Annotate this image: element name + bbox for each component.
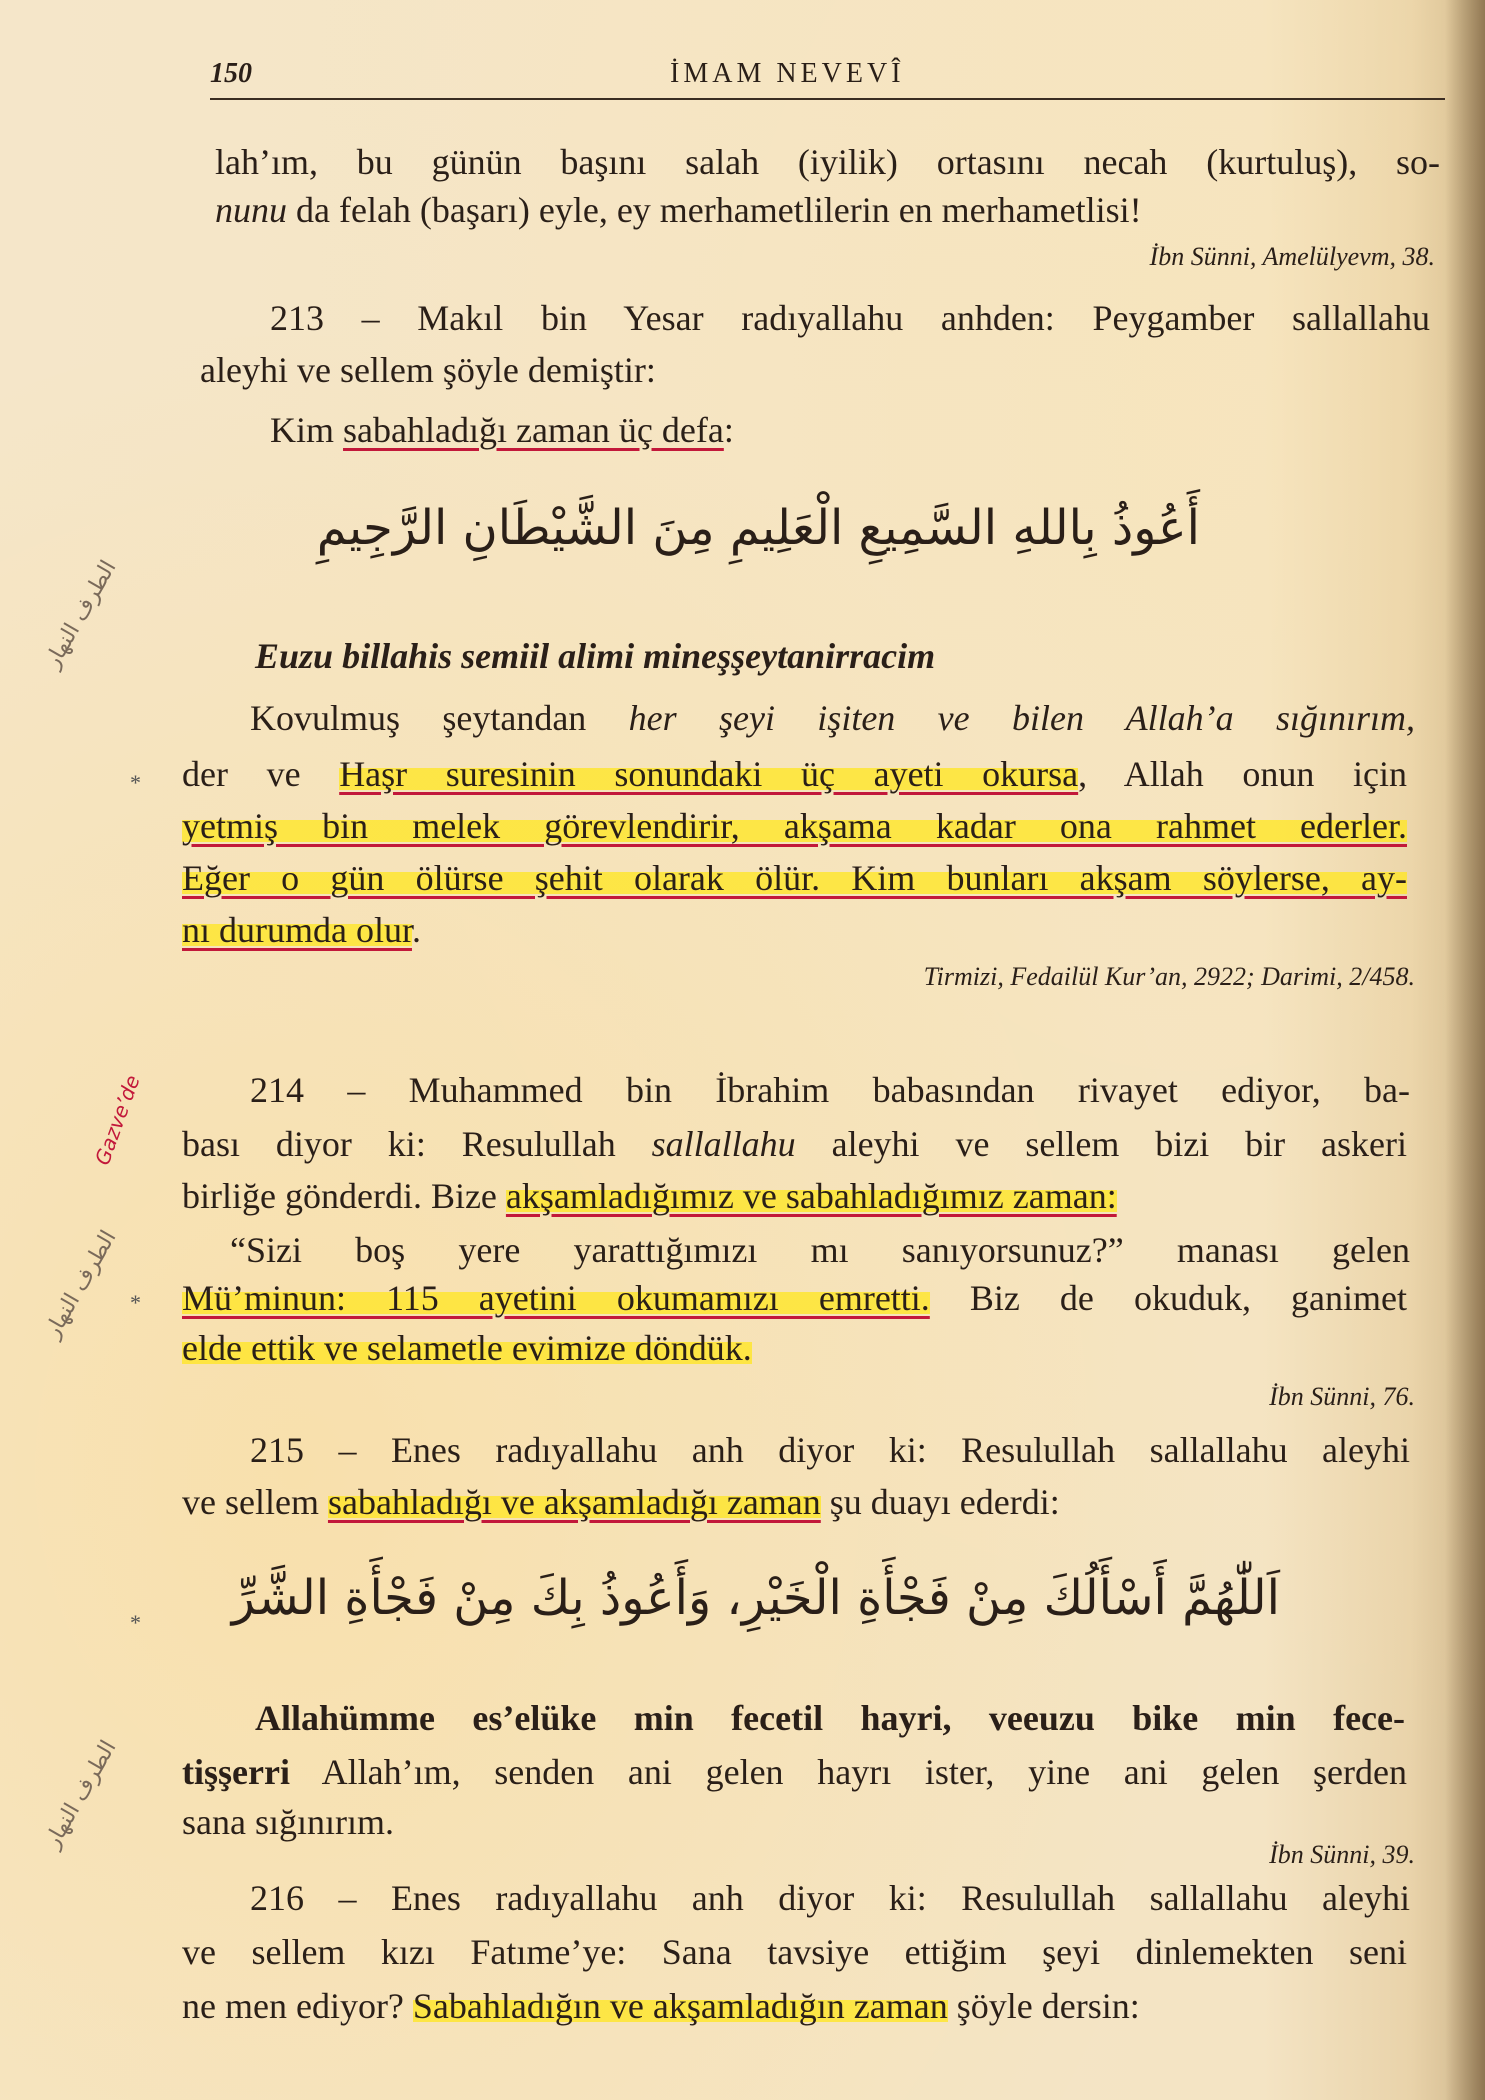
text-line: bası diyor ki: Resulullah sallallahu aleyhi ve sellem bizi bir askeri — [182, 1124, 1407, 1164]
text-line: lah’ım, bu günün başını salah (iyilik) ortasını necah (kurtuluş), so- — [215, 142, 1440, 182]
text-line: elde ettik ve selametle evimize döndük. — [182, 1328, 752, 1368]
transliteration: Euzu billahis semiil alimi mineşşeytanirracim — [255, 636, 936, 676]
text-line: “Sizi boş yere yarattığımızı mı sanıyorsunuz?” manası gelen — [230, 1230, 1410, 1270]
margin-handwriting: الطرف النهار — [40, 1226, 122, 1343]
text-line: birliğe gönderdi. Bize akşamladığımız ve sabahladığımız zaman: — [182, 1176, 1117, 1216]
text-line: Kim sabahladığı zaman üç defa: — [270, 410, 734, 450]
hadith-215-line: 215 – Enes radıyallahu anh diyor ki: Resulullah sallallahu aleyhi — [250, 1430, 1410, 1470]
text-line: yetmiş bin melek görevlendirir, akşama kadar ona rahmet ederler. — [182, 806, 1407, 846]
margin-handwriting: الطرف النهار — [40, 556, 122, 673]
hadith-216-line: 216 – Enes radıyallahu anh diyor ki: Resulullah sallallahu aleyhi — [250, 1878, 1410, 1918]
text-line: nunu da felah (başarı) eyle, ey merhametlilerin en merhametlisi! — [215, 190, 1142, 230]
margin-star: * — [130, 770, 141, 795]
margin-handwriting: الطرف النهار — [40, 1736, 122, 1853]
text-line: ne men ediyor? Sabahladığın ve akşamladığın zaman şöyle dersin: — [182, 1986, 1140, 2026]
text-line: sana sığınırım. — [182, 1802, 394, 1842]
citation: İbn Sünni, 39. — [1269, 1840, 1415, 1869]
page-edge-shadow — [1445, 0, 1485, 2100]
margin-star: * — [130, 1610, 141, 1635]
text-line: aleyhi ve sellem şöyle demiştir: — [200, 350, 656, 390]
margin-handwriting-red: Gazve’de — [90, 1071, 145, 1169]
text-line: Kovulmuş şeytandan her şeyi işiten ve bilen Allah’a sığınırım, — [250, 698, 1415, 738]
text-line: der ve Haşr suresinin sonundaki üç ayeti okursa, Allah onun için — [182, 754, 1407, 794]
hadith-214-line: 214 – Muhammed bin İbrahim babasından rivayet ediyor, ba- — [250, 1070, 1410, 1110]
page-number: 150 — [210, 58, 252, 89]
margin-star: * — [130, 1290, 141, 1315]
arabic-dua: أَعُوذُ بِاللهِ السَّمِيعِ الْعَلِيمِ مِنَ الشَّيْطَانِ الرَّجِيمِ — [316, 500, 1200, 556]
hadith-213-line: 213 – Makıl bin Yesar radıyallahu anhden: Peygamber sallallahu — [270, 298, 1430, 338]
transliteration: Allahümme es’elüke min fecetil hayri, veeuzu bike min fece- — [255, 1698, 1405, 1738]
text-line: Eğer o gün ölürse şehit olarak ölür. Kim bunları akşam söylerse, ay- — [182, 858, 1407, 898]
page-header — [210, 58, 1445, 100]
arabic-dua: اَللّٰهُمَّ أَسْأَلُكَ مِنْ فَجْأَةِ الْخَيْرِ، وَأَعُوذُ بِكَ مِنْ فَجْأَةِ الشَّرِّ — [231, 1570, 1280, 1626]
running-title: İMAM NEVEVÎ — [670, 58, 905, 89]
text-line: ve sellem kızı Fatıme’ye: Sana tavsiye ettiğim şeyi dinlemekten seni — [182, 1932, 1407, 1972]
citation: İbn Sünni, Amelülyevm, 38. — [1149, 242, 1435, 271]
text-line: ve sellem sabahladığı ve akşamladığı zaman şu duayı ederdi: — [182, 1482, 1060, 1522]
citation: Tirmizi, Fedailül Kur’an, 2922; Darimi, 2/458. — [923, 962, 1415, 991]
text-line: tişşerri Allah’ım, senden ani gelen hayrı ister, yine ani gelen şerden — [182, 1752, 1407, 1792]
citation: İbn Sünni, 76. — [1269, 1382, 1415, 1411]
text-line: Mü’minun: 115 ayetini okumamızı emretti. Biz de okuduk, ganimet — [182, 1278, 1407, 1318]
text-line: nı durumda olur. — [182, 910, 421, 950]
